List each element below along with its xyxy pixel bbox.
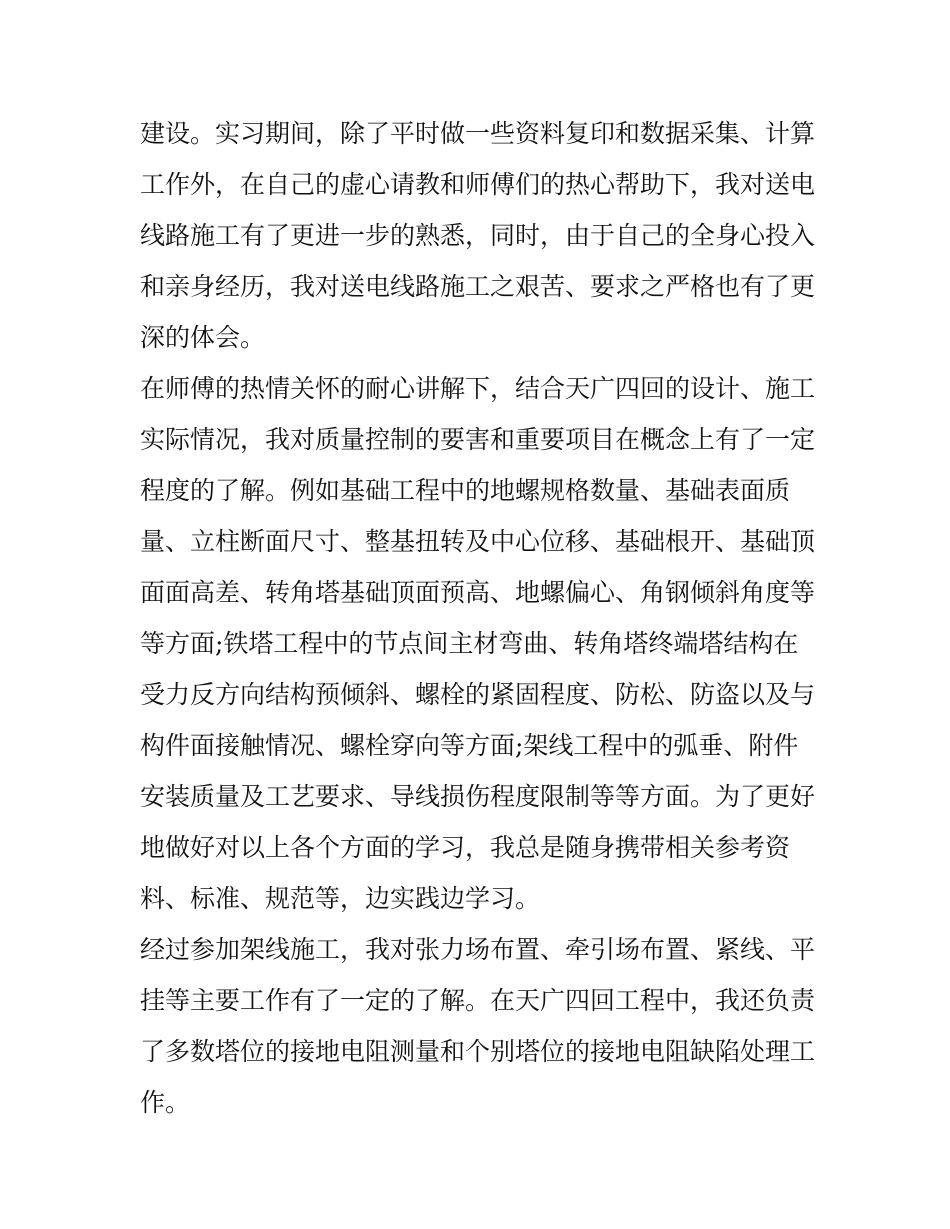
text-line-12: 受力反方向结构预倾斜、螺栓的紧固程度、防松、防盗以及与 — [140, 680, 816, 709]
body-text — [140, 108, 820, 1128]
text-line-19: 了多数塔位的接地电阻测量和个别塔位的接地电阻缺陷处理工 — [140, 1037, 816, 1066]
text-line-4: 和亲身经历，我对送电线路施工之艰苦、要求之严格也有了更 — [140, 272, 816, 301]
text-line-10: 面面高差、转角塔基础顶面预高、地螺偏心、角钢倾斜角度等 — [140, 578, 816, 607]
text-line-11: 等方面;铁塔工程中的节点间主材弯曲、转角塔终端塔结构在 — [140, 629, 799, 658]
text-line-3: 线路施工有了更进一步的熟悉，同时，由于自己的全身心投入 — [140, 221, 816, 250]
text-line-7: 实际情况，我对质量控制的要害和重要项目在概念上有了一定 — [140, 425, 816, 454]
text-line-17: 经过参加架线施工，我对张力场布置、牵引场布置、紧线、平 — [140, 935, 816, 964]
text-line-13: 构件面接触情况、螺栓穿向等方面;架线工程中的弧垂、附件 — [140, 731, 799, 760]
text-line-6: 在师傅的热情关怀的耐心讲解下，结合天广四回的设计、施工 — [140, 374, 816, 403]
text-line-9: 量、立柱断面尺寸、整基扭转及中心位移、基础根开、基础顶 — [140, 527, 816, 556]
text-line-8: 程度的了解。例如基础工程中的地螺规格数量、基础表面质 — [140, 476, 791, 505]
text-line-2: 工作外，在自己的虚心请教和师傅们的热心帮助下，我对送电 — [140, 170, 816, 199]
text-line-14: 安装质量及工艺要求、导线损伤程度限制等等方面。为了更好 — [140, 782, 816, 811]
text-line-5: 深的体会。 — [140, 323, 266, 352]
text-line-15: 地做好对以上各个方面的学习，我总是随身携带相关参考资 — [140, 833, 791, 862]
text-line-18: 挂等主要工作有了一定的了解。在天广四回工程中，我还负责 — [140, 986, 816, 1015]
text-line-20: 作。 — [140, 1088, 191, 1117]
text-line-1: 建设。实习期间，除了平时做一些资料复印和数据采集、计算 — [140, 119, 816, 148]
text-line-16: 料、标准、规范等，边实践边学习。 — [140, 884, 541, 913]
